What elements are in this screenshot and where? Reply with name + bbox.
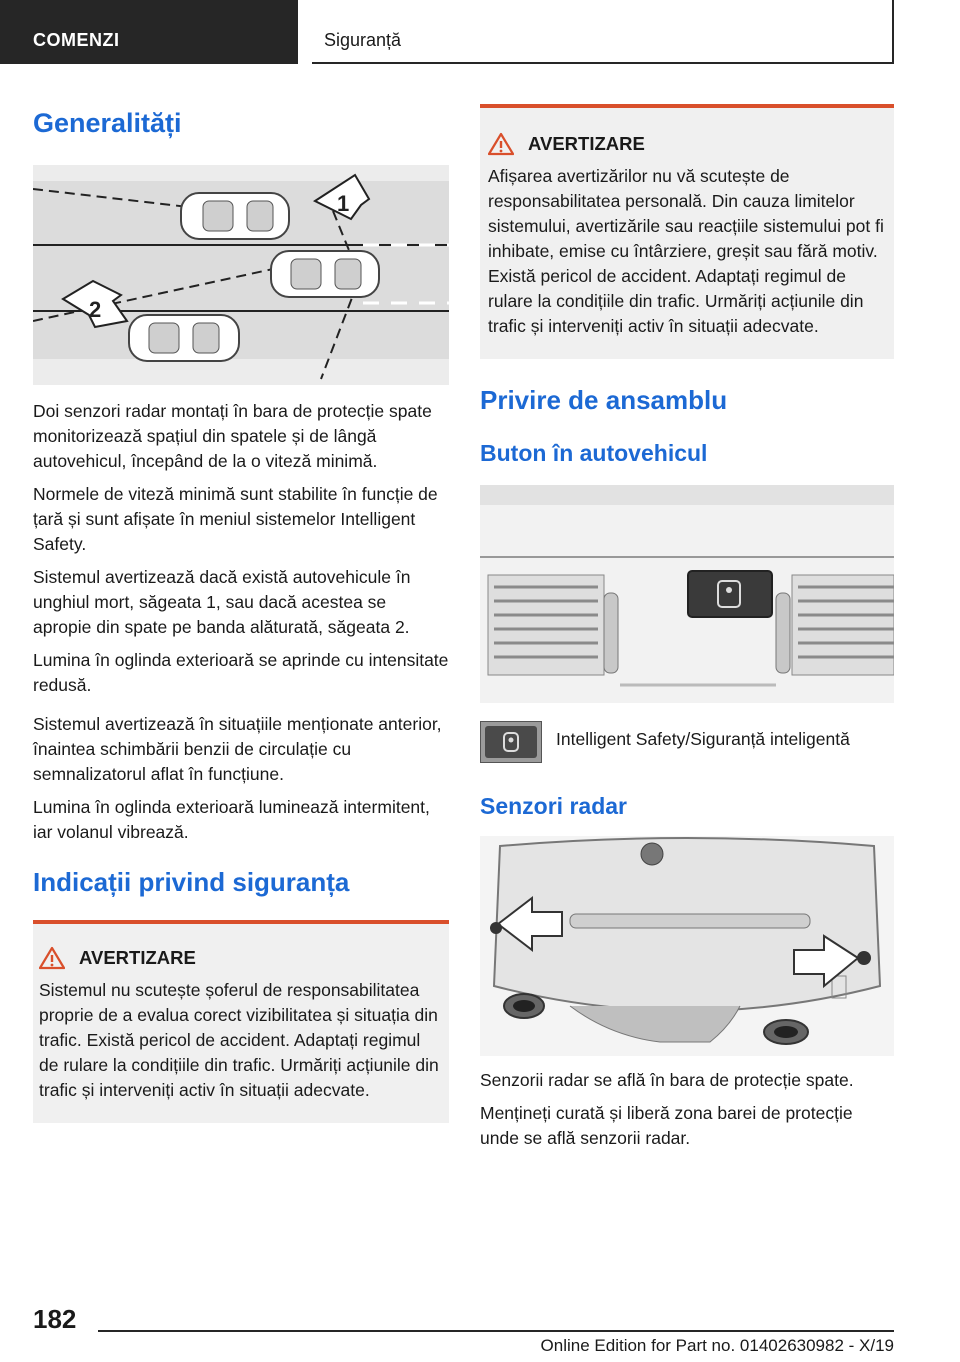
section-header: [312, 0, 894, 64]
right-column: [480, 104, 894, 1159]
rear-bumper-illustration: [480, 836, 894, 1056]
button-figure: [480, 485, 894, 703]
left-column: [33, 108, 449, 1123]
safety-heading: Indicații privind siguranța: [33, 867, 350, 897]
blind-spot-figure: [33, 165, 449, 385]
button-heading: Buton în autovehicul: [480, 440, 708, 466]
arrow-label-2: 2: [89, 297, 102, 322]
road-illustration: [33, 165, 449, 385]
radar-heading: Senzori radar: [480, 793, 627, 819]
paragraph-6: Lumina în oglinda exterioară luminează intermitent, iar volanul vibrează.: [33, 797, 430, 842]
warning-box-left: [33, 920, 449, 1123]
paragraph-5: Sistemul avertizează în situațiile menționate anterior, înaintea schimbării benzii de circulație cu semnalizatorul aflat în funcțiune.: [33, 714, 442, 784]
paragraph-1: Doi senzori radar montați în bara de protecție spate monitorizează spațiul din spatele și de lângă autovehicul, începând de la o viteză minimă.: [33, 401, 432, 471]
chapter-tab[interactable]: [0, 0, 298, 64]
overview-heading: Privire de ansamblu: [480, 385, 728, 415]
paragraph-4: Lumina în oglinda exterioară se aprinde cu intensitate redusă.: [33, 650, 449, 695]
warning-label: AVERTIZARE: [528, 133, 645, 154]
radar-paragraph-2: Mențineți curată și liberă zona barei de protecție unde se află senzorii radar.: [480, 1103, 853, 1148]
button-caption-row: [480, 721, 894, 763]
radar-paragraph-1: Senzorii radar se află în bara de protecție spate.: [480, 1070, 854, 1090]
intelligent-safety-icon: [485, 726, 537, 758]
chapter-label: COMENZI: [33, 30, 120, 50]
warning-header: [488, 132, 884, 156]
intelligent-safety-button[interactable]: [480, 721, 542, 763]
radar-figure: [480, 836, 894, 1056]
warning-box-right: [480, 104, 894, 359]
warning-text: Sistemul nu scutește șoferul de responsabilitatea proprie de a evalua corect vizibilitatea și situația din trafic. Există pericol de accident. Adaptați regimul de rulare la condițiile din trafic. Urmăriți acțiunile din trafic și interveniți activ în situații adecvate.: [39, 980, 439, 1100]
warning-label: AVERTIZARE: [79, 947, 196, 968]
section-label: Siguranță: [324, 30, 402, 50]
warning-triangle-icon: [488, 132, 514, 156]
page-number: 182: [33, 1304, 77, 1334]
page-title: Generalități: [33, 108, 182, 138]
dashboard-vents-illustration: [480, 485, 894, 703]
footer-edition: Online Edition for Part no. 01402630982 - X/19: [540, 1336, 894, 1355]
warning-header: [39, 946, 439, 970]
button-caption: Intelligent Safety/Siguranță inteligentă: [556, 729, 850, 749]
warning-text: Afișarea avertizărilor nu vă scutește de responsabilitatea personală. Din cauza limitelor sistemului, avertizările sau reacțiile sistemului pot fi inhibate, emise cu întârziere, greșit sau fără motiv. Există pericol de accident. Adaptați regimul de rulare la condițiile din trafic. Urmăriți acțiunile din trafic și interveniți activ în situații adecvate.: [488, 166, 884, 336]
paragraph-2: Normele de viteză minimă sunt stabilite în funcție de țară și sunt afișate în meniul sistemelor Intelligent Safety.: [33, 484, 438, 554]
warning-triangle-icon: [39, 946, 65, 970]
paragraph-3: Sistemul avertizează dacă există autovehicule în unghiul mort, săgeata 1, sau dacă acestea se apropie din spate pe banda alăturată, săgeata 2.: [33, 567, 411, 637]
arrow-label-1: 1: [337, 191, 350, 216]
footer-divider: [98, 1330, 894, 1332]
